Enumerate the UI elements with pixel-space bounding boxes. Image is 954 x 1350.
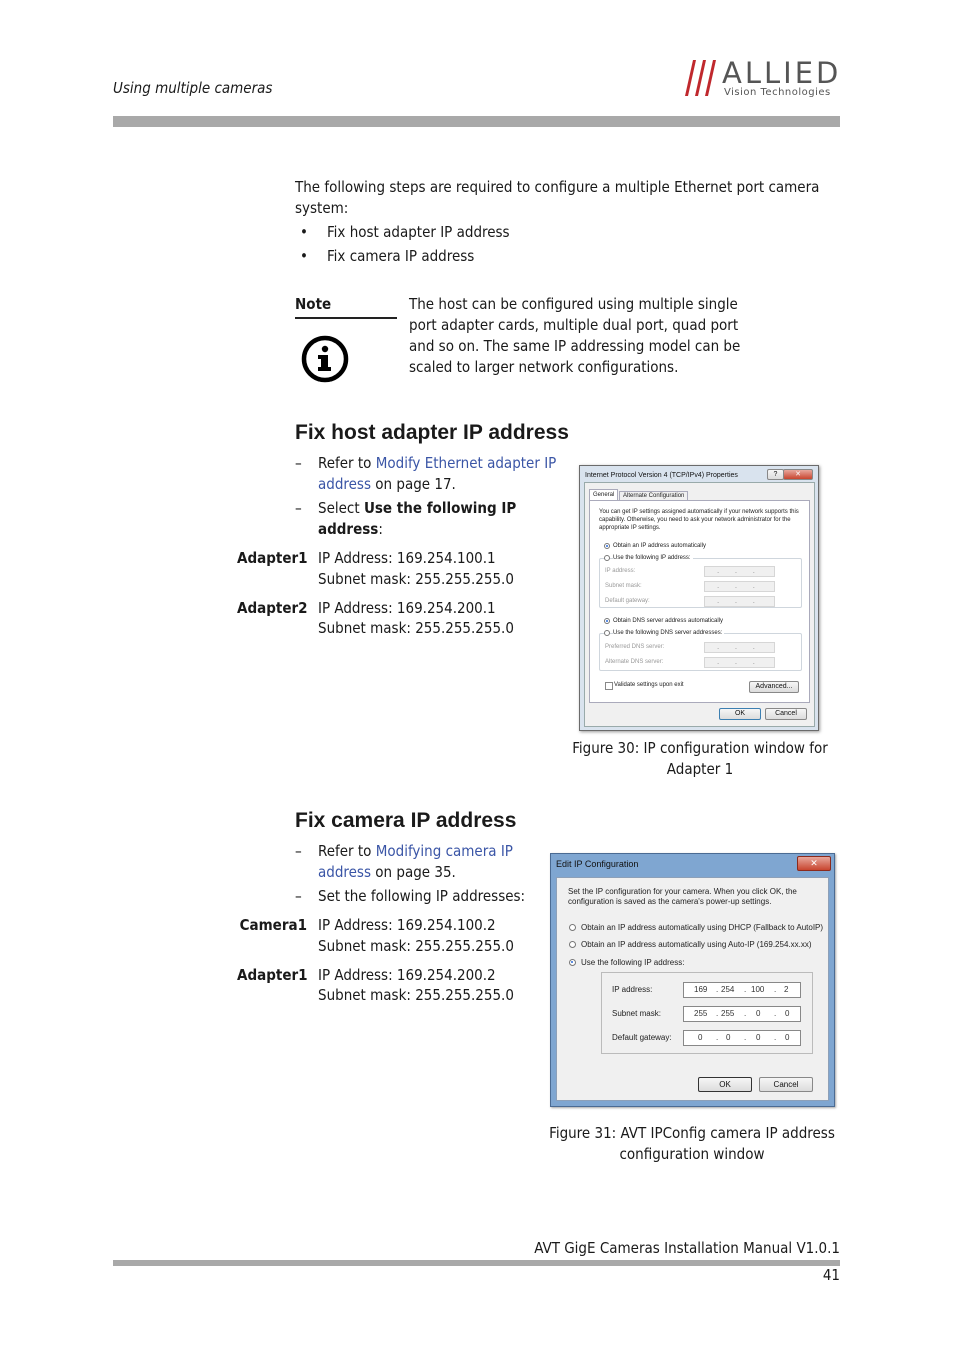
label-default-gateway: Default gateway:: [605, 598, 650, 604]
allied-logo: [684, 58, 840, 100]
radio-obtain-dns-auto[interactable]: [604, 618, 610, 624]
dialog-client: [556, 877, 829, 1101]
advanced-button[interactable]: Advanced...: [749, 681, 799, 693]
page-number: 41: [822, 1266, 840, 1284]
entry-ip: IP Address: 169.254.100.2: [318, 916, 496, 934]
ok-button[interactable]: OK: [719, 708, 761, 720]
step-select-host: Select Use the following IP address:: [318, 499, 517, 538]
step-dash-3: –: [295, 842, 302, 860]
footer-rule: [113, 1260, 840, 1266]
label-use-following-ip: Use the following IP address:: [613, 555, 691, 561]
label-subnet-mask: Subnet mask:: [605, 583, 642, 589]
input-subnet-mask[interactable]: 255 . 255 . 0 . 0: [683, 1006, 801, 1022]
tab-alternate-configuration[interactable]: Alternate Configuration: [619, 491, 688, 500]
tab-panel: [589, 500, 810, 703]
cancel-button[interactable]: Cancel: [759, 1077, 813, 1092]
entry-label: Camera1: [239, 916, 307, 934]
header-rule: [113, 116, 840, 127]
checkbox-validate-settings[interactable]: [605, 682, 613, 690]
input-alternate-dns[interactable]: . . .: [704, 657, 775, 668]
input-subnet-mask[interactable]: . . .: [704, 581, 775, 592]
dialog-description: You can get IP settings assigned automatically if your network supports this capability. Otherwise, you need to ask your network administrator for the appropriate IP settings.: [599, 509, 799, 531]
help-button[interactable]: ?: [767, 469, 784, 480]
entry-label: Adapter1: [237, 966, 308, 984]
close-button[interactable]: ✕: [797, 856, 831, 871]
footer-manual-title: AVT GigE Cameras Installation Manual V1.0.1: [534, 1239, 840, 1257]
step-dash-4: –: [295, 887, 302, 905]
label-dhcp: Obtain an IP address automatically using DHCP (Fallback to AutoIP): [581, 923, 824, 932]
entry-mask: Subnet mask: 255.255.255.0: [318, 619, 514, 637]
label-use-following-dns: Use the following DNS server addresses:: [613, 630, 723, 636]
step-refer-camera: Refer to Modifying camera IP address on page 35.: [318, 842, 513, 881]
entry-ip: IP Address: 169.254.100.1: [318, 549, 496, 567]
input-ip-address[interactable]: 169 . 254 . 100 . 2: [683, 982, 801, 998]
link-modifying-camera-ip[interactable]: Modifying camera IP address: [318, 842, 513, 881]
input-preferred-dns[interactable]: . . .: [704, 642, 775, 653]
dialog-title: Internet Protocol Version 4 (TCP/IPv4) Properties: [585, 472, 738, 479]
ipv4-properties-dialog: [579, 465, 819, 731]
step-dash-1: –: [295, 454, 302, 472]
radio-use-following-ip[interactable]: [569, 959, 576, 966]
label-ip-address: IP address:: [605, 568, 636, 574]
label-default-gateway: Default gateway:: [612, 1033, 672, 1042]
note-rule: [295, 317, 397, 319]
ok-button[interactable]: OK: [698, 1077, 752, 1092]
step-dash-2: –: [295, 499, 302, 517]
info-icon: [301, 335, 349, 383]
entry-label: Adapter2: [237, 599, 308, 617]
edit-ip-configuration-dialog: [550, 853, 835, 1107]
radio-obtain-ip-auto[interactable]: [604, 543, 610, 549]
step-set-camera: Set the following IP addresses:: [318, 887, 526, 905]
radio-auto-ip[interactable]: [569, 941, 576, 948]
entry-ip: IP Address: 169.254.200.1: [318, 599, 496, 617]
bullet-item-1: • Fix host adapter IP address: [300, 223, 510, 241]
intro-paragraph: The following steps are required to configure a multiple Ethernet port camera system:: [295, 178, 820, 217]
cancel-button[interactable]: Cancel: [765, 708, 807, 720]
logo-main-text: ALLIED: [722, 56, 842, 90]
section-heading-camera-ip: Fix camera IP address: [295, 809, 517, 832]
link-modify-ethernet-adapter[interactable]: Modify Ethernet adapter IP address: [318, 454, 557, 493]
label-alternate-dns: Alternate DNS server:: [605, 659, 664, 665]
entry-mask: Subnet mask: 255.255.255.0: [318, 570, 514, 588]
close-button[interactable]: ✕: [783, 469, 813, 480]
input-ip-address[interactable]: . . .: [704, 566, 775, 577]
dialog-client: [584, 482, 815, 727]
entry-ip: IP Address: 169.254.200.2: [318, 966, 496, 984]
figure-31-caption: Figure 31: AVT IPConfig camera IP address configuration window: [549, 1124, 835, 1163]
logo-sub-text: Vision Technologies: [724, 87, 831, 98]
figure-30-caption: Figure 30: IP configuration window for Adapter 1: [572, 739, 828, 778]
label-ip-address: IP address:: [612, 985, 653, 994]
tab-general[interactable]: General: [589, 489, 618, 500]
header-section-title: Using multiple cameras: [113, 79, 273, 97]
note-text: The host can be configured using multiple single port adapter cards, multiple dual port, quad port and so on. The same IP addressing model can be scaled to larger network configurations.: [409, 295, 741, 376]
radio-use-following-dns[interactable]: [604, 630, 610, 636]
label-preferred-dns: Preferred DNS server:: [605, 644, 665, 650]
radio-dhcp[interactable]: [569, 924, 576, 931]
step-refer-host: Refer to Modify Ethernet adapter IP address on page 17.: [318, 454, 557, 493]
label-obtain-ip-auto: Obtain an IP address automatically: [613, 543, 706, 549]
entry-label: Adapter1: [237, 549, 308, 567]
section-heading-host-adapter: Fix host adapter IP address: [295, 421, 569, 444]
label-use-following-ip: Use the following IP address:: [581, 958, 685, 967]
label-subnet-mask: Subnet mask:: [612, 1009, 661, 1018]
input-default-gateway[interactable]: 0 . 0 . 0 . 0: [683, 1030, 801, 1046]
dialog-title: Edit IP Configuration: [556, 859, 639, 869]
entry-mask: Subnet mask: 255.255.255.0: [318, 937, 514, 955]
bullet-item-2: • Fix camera IP address: [300, 247, 475, 265]
entry-mask: Subnet mask: 255.255.255.0: [318, 986, 514, 1004]
radio-use-following-ip[interactable]: [604, 555, 610, 561]
label-auto-ip: Obtain an IP address automatically using Auto-IP (169.254.xx.xx): [581, 940, 812, 949]
dialog-description: Set the IP configuration for your camera. When you click OK, the configuration is saved as the camera's power-up settings.: [568, 887, 797, 906]
label-obtain-dns-auto: Obtain DNS server address automatically: [613, 618, 724, 624]
label-validate-settings: Validate settings upon exit: [614, 682, 684, 688]
input-default-gateway[interactable]: . . .: [704, 596, 775, 607]
note-label: Note: [295, 295, 332, 313]
